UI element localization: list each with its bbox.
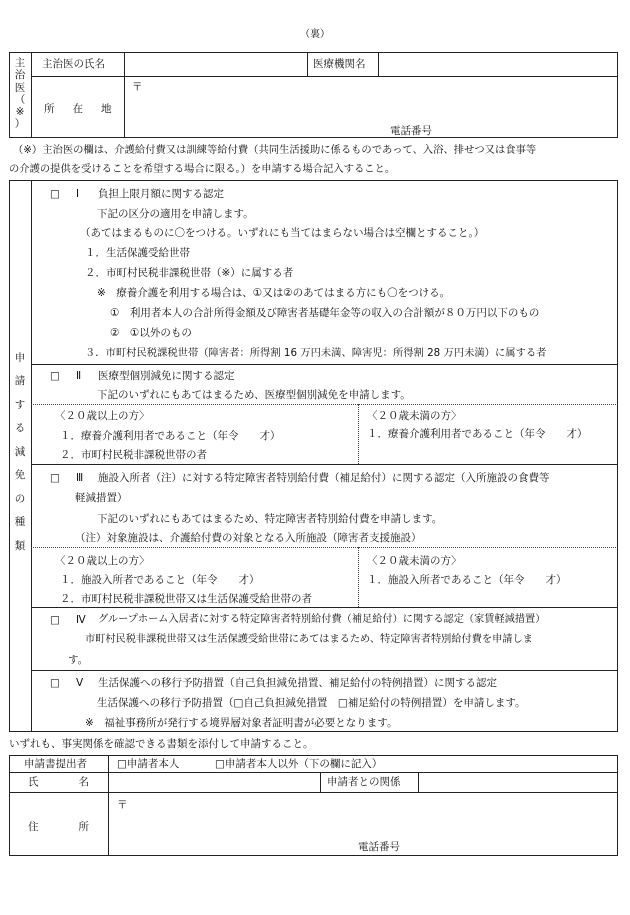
sec3-adult-heading: 〈２０歳以上の方〉 (55, 555, 150, 567)
submitter-label: 申請書提出者 (24, 758, 87, 770)
sec1-number: Ⅰ (76, 188, 80, 200)
submitter-phone-label: 電話番号 (358, 841, 400, 853)
doctor-note-line1: （※）主治医の欄は、介護給付費又は訓練等給付費（共同生活援助に係るものであって、入浴、排せつ又は食事等 (13, 144, 537, 156)
sec2-number: Ⅱ (76, 370, 82, 382)
submitter-option-self[interactable]: □申請者本人 (117, 758, 180, 770)
sec2-adult-heading: 〈２０歳以上の方〉 (55, 410, 150, 422)
sec1-line1: 下記の区分の適用を申請します。 (97, 208, 254, 220)
doctor-address-field[interactable] (126, 78, 616, 136)
sec4-line2: す。 (68, 654, 89, 666)
sec3-adult-item2: ２．市町村民税非課税世帯又は生活保護受給世帯の者 (60, 593, 312, 605)
relation-field[interactable] (420, 774, 616, 790)
doctor-phone-label: 電話番号 (390, 125, 432, 137)
doctor-address-label: 所 在 地 (44, 103, 112, 115)
sec4-checkbox[interactable]: □ (50, 614, 60, 626)
sec1-choice1: ① 利用者本人の合計所得金額及び障害者基礎年金等の収入の合計額が８０万円以下のもの (110, 307, 540, 319)
sec5-title: 生活保護への移行予防措置（自己負担減免措置、補足給付の特例措置）に関する認定 (98, 677, 497, 689)
sec3-title-cont: 軽減措置） (75, 492, 128, 504)
sec2-adult-item2: ２．市町村民税非課税世帯の者 (60, 449, 207, 461)
sec4-number: Ⅳ (76, 614, 86, 626)
sec3-child-heading: 〈２０歳未満の方〉 (367, 555, 462, 567)
sec5-checkbox[interactable]: □ (50, 677, 60, 689)
attachment-note: いずれも、事実関係を確認できる書類を添付して申請すること。 (9, 738, 314, 750)
sec5-line2: ※ 福祉事務所が発行する境界層対象者証明書が必要となります。 (85, 717, 398, 729)
submitter-option-other[interactable]: □申請者本人以外（下の欄に記入） (215, 758, 383, 770)
sec3-number: Ⅲ (76, 472, 84, 484)
sec4-title: グループホーム入居者に対する特定障害者特別給付費（補足給付）に関する認定（家賃軽減措置） (98, 614, 546, 625)
submitter-name-label: 氏 名 (28, 776, 89, 788)
sec2-line1: 下記のいずれにもあてはまるため、医療型個別減免を申請します。 (97, 389, 411, 401)
doctor-name-label: 主治医の氏名 (42, 58, 105, 70)
reduction-side-label: 申 請 す る 減 免 の 種 類 (14, 352, 26, 552)
submitter-name-field[interactable] (110, 774, 318, 790)
sec3-note: （注）対象施設は、介護給付費の対象となる入所施設（障害者支援施設） (75, 532, 422, 544)
sec4-line1: 市町村民税非課税世帯又は生活保護受給世帯にあてはまるため、特定障害者特別給付費を申請しま (85, 634, 533, 645)
doctor-side-label: 主 治 医 （ ※ ） (14, 57, 26, 131)
sec1-choice2: ② ①以外のもの (110, 327, 192, 339)
doctor-name-field[interactable] (126, 54, 305, 74)
sec1-item2: ２．市町村民税非課税世帯（※）に属する者 (85, 267, 294, 279)
sec1-title: 負担上限月額に関する認定 (98, 188, 224, 200)
sec2-checkbox[interactable]: □ (50, 370, 60, 382)
sec1-line2: （あてはまるものに〇をつける。いずれにも当てはまらない場合は空欄とすること。） (80, 227, 485, 239)
sec1-note: ※ 療養介護を利用する場合は、①又は②のあてはまる方にも〇をつける。 (97, 287, 451, 299)
sec2-child-heading: 〈２０歳未満の方〉 (367, 410, 462, 422)
sec1-item1: １．生活保護受給世帯 (85, 247, 190, 259)
sec3-child-item1: １．施設入所者であること（年令 才） (367, 574, 567, 586)
sec2-child-item1: １．療養介護利用者であること（年令 才） (367, 428, 588, 440)
relation-label: 申請者との関係 (327, 776, 401, 788)
sec3-line1: 下記のいずれにもあてはまるため、特定障害者特別給付費を申請します。 (97, 513, 443, 525)
sec2-adult-item1: １．療養介護利用者であること（年令 才） (60, 430, 281, 442)
institution-label: 医療機関名 (313, 58, 366, 70)
sec3-adult-item1: １．施設入所者であること（年令 才） (60, 574, 260, 586)
submitter-address-label: 住 所 (28, 821, 89, 833)
sec3-title: 施設入所者（注）に対する特定障害者特別給付費（補足給付）に関する認定（入所施設の食費等 (98, 472, 550, 484)
doctor-postal-mark: 〒 (132, 81, 143, 93)
sec3-checkbox[interactable]: □ (50, 472, 60, 484)
sec5-number: Ⅴ (76, 677, 84, 689)
institution-field[interactable] (380, 54, 616, 74)
sec5-line1: 生活保護への移行予防措置（□自己負担減免措置 □補足給付の特例措置）を申請します。 (97, 697, 526, 709)
sec1-item3: ３．市町村民税課税世帯（障害者：所得割 16 万円未満、障害児：所得割 28 万円未満）に属する者 (85, 347, 547, 359)
submitter-postal-mark: 〒 (117, 799, 128, 811)
sec2-title: 医療型個別減免に関する認定 (98, 370, 235, 382)
sec1-checkbox[interactable]: □ (50, 188, 60, 200)
doctor-note-line2: の介護の提供を受けることを希望する場合に限る。）を申請する場合記入すること。 (9, 163, 396, 175)
page-side-label: （裏） (300, 29, 330, 40)
